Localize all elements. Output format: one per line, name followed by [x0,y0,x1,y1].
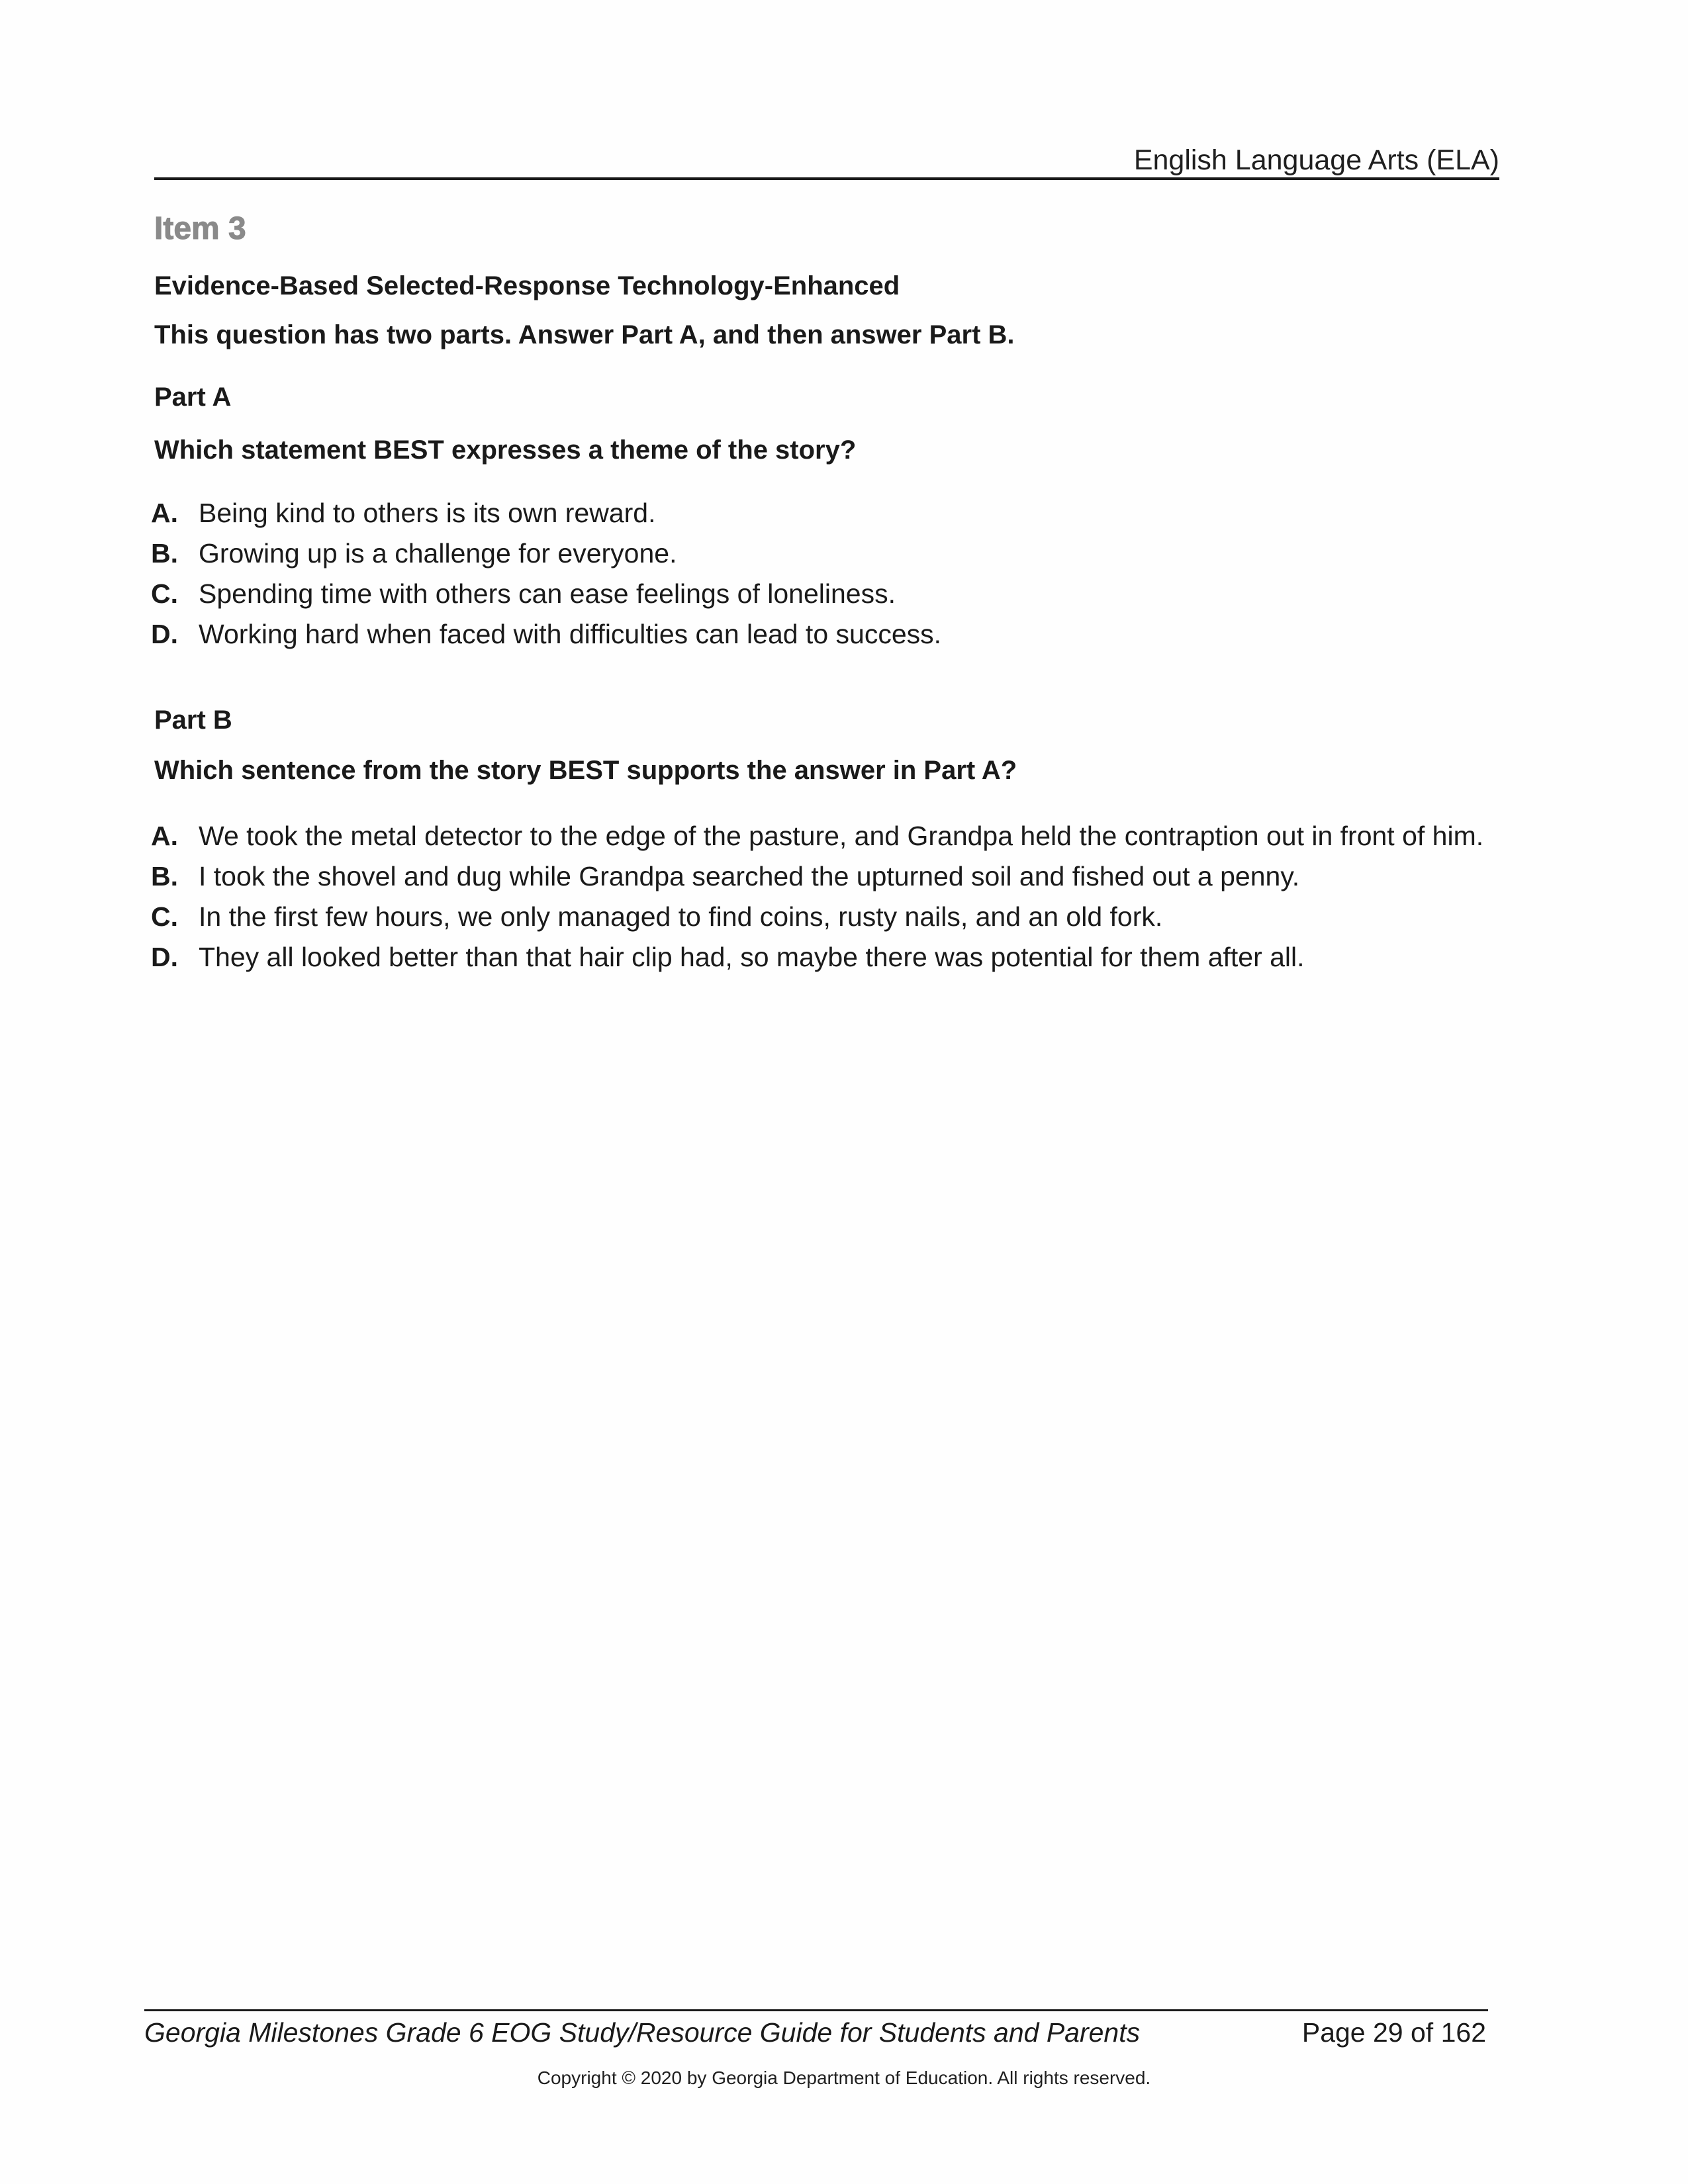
part-a-choice-c[interactable] [151,578,1501,610]
part-a-label: Part A [154,383,232,412]
choice-letter: B. [151,538,178,569]
part-b-choice-b[interactable] [151,861,1501,892]
choice-letter: D. [151,619,178,649]
part-a-choice-b[interactable] [151,538,1501,569]
choice-text: I took the shovel and dug while Grandpa searched the upturned soil and fished out a penny. [199,861,1300,891]
choice-text: Being kind to others is its own reward. [199,498,656,528]
part-a-choice-d[interactable] [151,619,1501,650]
choice-text: Spending time with others can ease feelings of loneliness. [199,578,896,609]
choice-letter: D. [151,942,178,972]
part-b-label: Part B [154,705,232,735]
part-a-question: Which statement BEST expresses a theme of the story? [154,435,857,465]
part-b-question: Which sentence from the story BEST supports the answer in Part A? [154,756,1017,785]
part-a-choices [151,498,1501,659]
choice-letter: C. [151,901,178,932]
choice-letter: C. [151,578,178,609]
part-b-choice-a[interactable] [151,821,1501,852]
choice-text: Working hard when faced with difficulties can lead to success. [199,619,942,649]
subject-header: English Language Arts (ELA) [1133,144,1499,176]
choice-letter: B. [151,861,178,891]
item-instructions: This question has two parts. Answer Part A, and then answer Part B. [154,320,1015,349]
choice-letter: A. [151,821,178,851]
choice-text: In the first few hours, we only managed to find coins, rusty nails, and an old fork. [199,901,1163,932]
choice-text: We took the metal detector to the edge of the pasture, and Grandpa held the contraption out in front of him. [199,821,1484,851]
footer-guide-title: Georgia Milestones Grade 6 EOG Study/Resource Guide for Students and Parents [144,2017,1141,2048]
item-type: Evidence-Based Selected-Response Technology-Enhanced [154,271,900,300]
choice-text: They all looked better than that hair clip had, so maybe there was potential for them after all. [199,942,1305,972]
copyright-notice: Copyright © 2020 by Georgia Department of Education. All rights reserved. [537,2068,1151,2088]
choice-text: Growing up is a challenge for everyone. [199,538,677,569]
page-number: Page 29 of 162 [1301,2017,1486,2048]
part-b-choice-d[interactable] [151,942,1501,973]
item-title: Item 3 [154,211,246,246]
footer-divider [144,2009,1488,2011]
part-b-choice-c[interactable] [151,901,1501,933]
header-divider [154,177,1499,180]
part-a-choice-a[interactable] [151,498,1501,529]
choice-letter: A. [151,498,178,528]
part-b-choices [151,821,1501,982]
